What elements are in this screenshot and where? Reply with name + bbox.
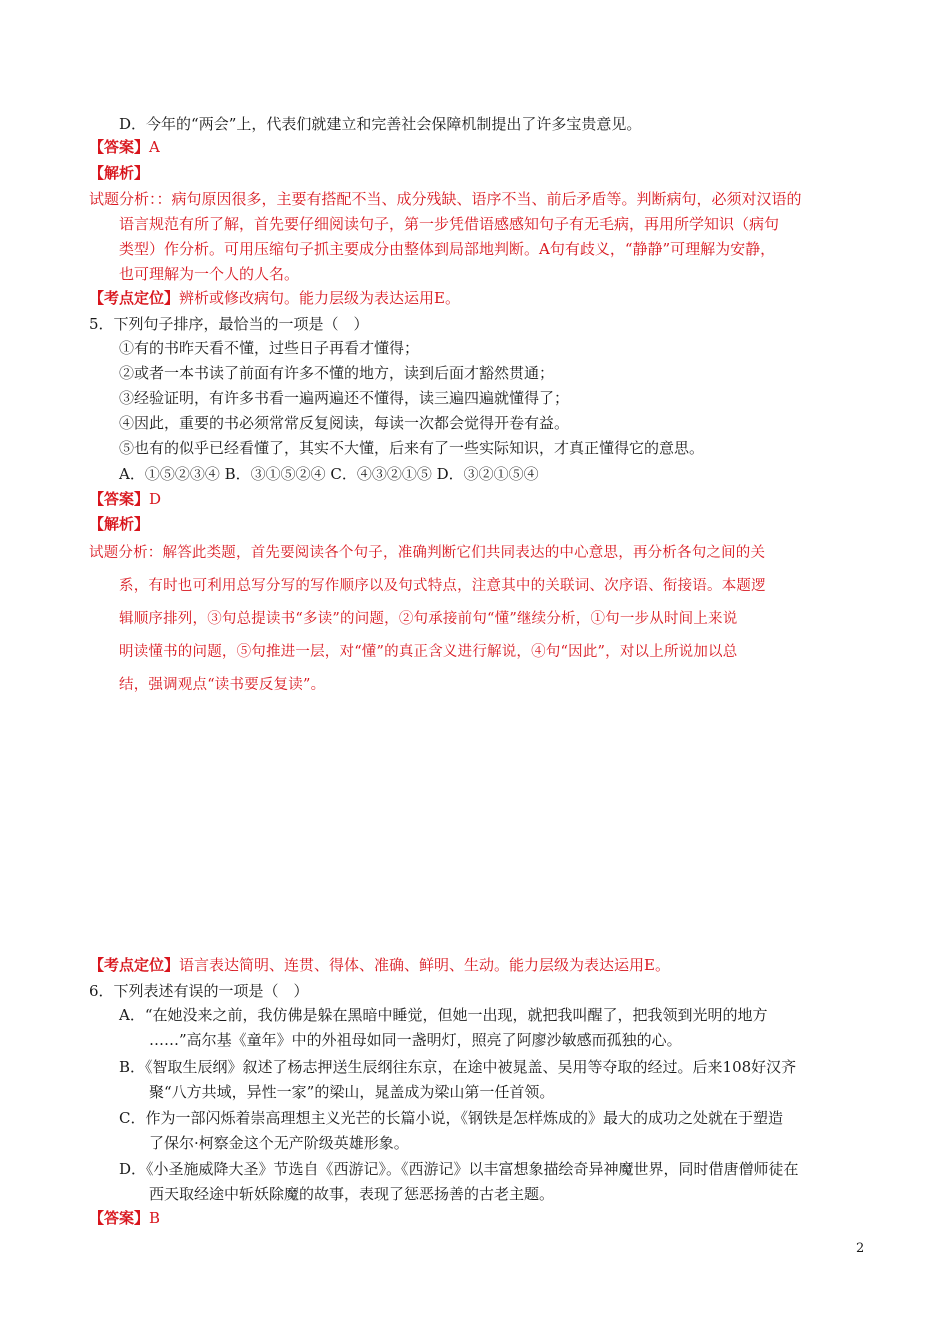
q5-analysis-line: 明读懂书的问题，⑤句推进一层，对“懂”的真正含义进行解说，④句“因此”，对以上所说加以总 (119, 644, 738, 660)
answer-value: D (149, 490, 162, 508)
q5-sentence: ③经验证明，有许多书看一遍两遍还不懂得，读三遍四遍就懂得了； (119, 389, 570, 407)
q4-analysis-line: 也可理解为一个人的人名。 (119, 265, 300, 283)
q5-answer (89, 489, 161, 509)
answer-label: 【答案】 (89, 1209, 150, 1227)
q4-option-d: D．今年的“两会”上，代表们就建立和完善社会保障机制提出了许多宝贵意见。 (119, 115, 642, 133)
answer-value: A (149, 138, 160, 156)
q4-analysis-label: 【解析】 (89, 164, 150, 182)
q6-answer (89, 1208, 160, 1228)
q5-options: A．①⑤②③④ B．③①⑤②④ C．④③②①⑤ D．③②①⑤④ (119, 465, 539, 483)
q5-sentence: ⑤也有的似乎已经看懂了，其实不大懂，后来有了一些实际知识，才真正懂得它的意思。 (119, 439, 705, 457)
q6-option-line: 西天取经途中斩妖除魔的故事，表现了惩恶扬善的古老主题。 (149, 1185, 555, 1203)
answer-label: 【答案】 (89, 138, 150, 156)
q5-analysis-line: 结，强调观点“读书要反复读”。 (119, 677, 326, 693)
answer-label: 【答案】 (89, 490, 150, 508)
kaodian-label: 【考点定位】 (89, 289, 180, 307)
q5-sentence: ②或者一本书读了前面有许多不懂的地方，读到后面才豁然贯通； (119, 364, 555, 382)
kaodian-text: 辨析或修改病句。能力层级为表达运用E。 (179, 289, 460, 307)
q4-answer (89, 137, 160, 157)
q5-kaodian (89, 955, 670, 975)
q6-option-line: C．作为一部闪烁着崇高理想主义光芒的长篇小说，《钢铁是怎样炼成的》最大的成功之处就在于塑造 (119, 1109, 783, 1127)
q6-option-line: ……”高尔基《童年》中的外祖母如同一盏明灯，照亮了阿廖沙敏感而孤独的心。 (149, 1031, 682, 1049)
q5-analysis-line: 辑顺序排列，③句总提读书“多读”的问题，②句承接前句“懂”继续分析，①句一步从时间上来说 (119, 611, 738, 627)
q5-sentence: ④因此，重要的书必须常常反复阅读，每读一次都会觉得开卷有益。 (119, 414, 570, 432)
q6-option-line: 了保尔·柯察金这个无产阶级英雄形象。 (149, 1134, 409, 1152)
q5-analysis-line: 试题分析：解答此类题，首先要阅读各个句子，准确判断它们共同表达的中心意思，再分析各句之间的关 (89, 545, 766, 561)
q6-option-line: A．“在她没来之前，我仿佛是躲在黑暗中睡觉，但她一出现，就把我叫醒了，把我领到光明的地方 (119, 1006, 768, 1024)
answer-value: B (149, 1209, 161, 1227)
q6-option-line: B．《智取生辰纲》叙述了杨志押送生辰纲往东京，在途中被晁盖、吴用等夺取的经过。后来108好汉齐 (119, 1058, 797, 1076)
q4-kaodian (89, 288, 460, 308)
q5-sentence: ①有的书昨天看不懂，过些日子再看才懂得； (119, 339, 420, 357)
kaodian-label: 【考点定位】 (89, 956, 180, 974)
q4-analysis-line: 类型）作分析。可用压缩句子抓主要成分由整体到局部地判断。A句有歧义，“静静”可理解为安静， (119, 240, 776, 258)
q5-analysis-line: 系，有时也可利用总写分写的写作顺序以及句式特点，注意其中的关联词、次序语、衔接语。本题逻 (119, 578, 766, 594)
q4-analysis-line: 语言规范有所了解，首先要仔细阅读句子，第一步凭借语感感知句子有无毛病，再用所学知识（病句 (119, 215, 780, 233)
q5-stem: 5．下列句子排序，最恰当的一项是（ ） (89, 315, 369, 333)
q6-option-line: D．《小圣施威降大圣》节选自《西游记》。《西游记》以丰富想象描绘奇异神魔世界，同时借唐僧师徒在 (119, 1160, 799, 1178)
page-number: 2 (856, 1241, 865, 1256)
q6-option-line: 聚“八方共域，异性一家”的梁山，晁盖成为梁山第一任首领。 (149, 1083, 555, 1101)
q4-analysis-line: 试题分析：：病句原因很多，主要有搭配不当、成分残缺、语序不当、前后矛盾等。判断病句，必须对汉语的 (89, 190, 802, 208)
q5-analysis-label: 【解析】 (89, 515, 150, 533)
q6-stem: 6．下列表述有误的一项是（ ） (89, 982, 309, 1000)
kaodian-text: 语言表达简明、连贯、得体、准确、鲜明、生动。能力层级为表达运用E。 (179, 956, 670, 974)
